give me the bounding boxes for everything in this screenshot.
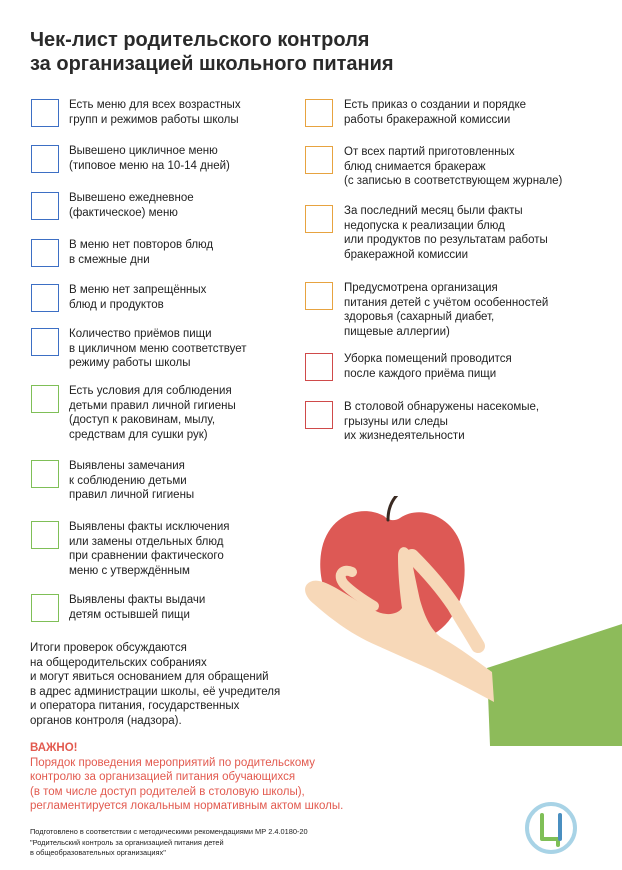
checklist-item-line: здоровья (сахарный диабет, bbox=[344, 311, 495, 323]
checklist-item-line: грызуны или следы bbox=[344, 415, 448, 428]
checklist-item-line: детьми правил личной гигиены bbox=[69, 399, 236, 412]
important-heading: ВАЖНО! bbox=[30, 742, 78, 754]
checklist-item-line: средствам для сушки рук) bbox=[69, 428, 208, 441]
footnote-line: в общеобразовательных организациях" bbox=[30, 848, 166, 857]
checklist-item-line: (фактическое) меню bbox=[69, 206, 178, 219]
checklist-item-text bbox=[69, 459, 289, 503]
checklist-item-line: питания детей с учётом особенностей bbox=[344, 296, 549, 309]
checklist-item-line: режиму работы школы bbox=[69, 357, 191, 369]
checkbox[interactable] bbox=[31, 385, 59, 413]
important-line: Порядок проведения мероприятий по родительскому bbox=[30, 756, 316, 769]
checklist-item-line: В меню нет запрещённых bbox=[69, 284, 207, 296]
checklist-item-line: в смежные дни bbox=[69, 253, 150, 266]
checklist-item-text bbox=[69, 384, 289, 442]
checklist-item-line: при сравнении фактического bbox=[69, 550, 224, 562]
checklist-item-text bbox=[69, 520, 289, 578]
important-line: (в том числе доступ родителей в столовую школы), bbox=[30, 785, 305, 798]
hand-holding-apple-illustration bbox=[292, 496, 622, 746]
checklist-item-line: Выявлены факты исключения bbox=[69, 521, 230, 533]
checklist-item-line: (типовое меню на 10-14 дней) bbox=[69, 159, 230, 172]
checklist-item-text bbox=[69, 283, 289, 312]
checkbox[interactable] bbox=[31, 328, 59, 356]
checklist-item-line: блюд снимается бракераж bbox=[344, 160, 486, 173]
checklist-item-line: или продуктов по результатам работы bbox=[344, 234, 548, 246]
checklist-item-line: недопуска к реализации блюд bbox=[344, 219, 505, 232]
checklist-item-line: В столовой обнаружены насекомые, bbox=[344, 401, 540, 413]
checklist-item-line: Есть условия для соблюдения bbox=[69, 385, 232, 397]
checklist-item-line: (доступ к раковинам, мылу, bbox=[69, 414, 216, 426]
organization-logo-icon bbox=[524, 801, 578, 855]
checklist-item-text bbox=[69, 144, 289, 173]
checklist-item-line: бракеражной комиссии bbox=[344, 248, 469, 261]
checklist-item-line: пищевые аллергии) bbox=[344, 325, 450, 338]
checkbox[interactable] bbox=[31, 594, 59, 622]
checkbox[interactable] bbox=[305, 401, 333, 429]
checklist-item-line: Количество приёмов пищи bbox=[69, 328, 212, 340]
checklist-item-text bbox=[344, 98, 614, 127]
checkbox[interactable] bbox=[305, 205, 333, 233]
summary-line: и могут явиться основанием для обращений bbox=[30, 671, 269, 683]
footnote-line: Подготовлено в соответствии с методическими рекомендациями МР 2.4.0180-20 bbox=[30, 827, 308, 836]
checkbox[interactable] bbox=[305, 99, 333, 127]
checklist-item-line: к соблюдению детьми bbox=[69, 474, 187, 487]
checklist-item-text bbox=[344, 352, 614, 381]
checklist-item-line: блюд и продуктов bbox=[69, 298, 164, 311]
checklist-item-text bbox=[344, 400, 614, 444]
checklist-item-line: работы бракеражной комиссии bbox=[344, 113, 511, 126]
checkbox[interactable] bbox=[31, 145, 59, 173]
checklist-item-line: или замены отдельных блюд bbox=[69, 535, 224, 548]
checkbox[interactable] bbox=[31, 99, 59, 127]
checkbox[interactable] bbox=[305, 282, 333, 310]
checkbox[interactable] bbox=[31, 460, 59, 488]
checklist-item-text bbox=[344, 145, 614, 189]
summary-line: органов контроля (надзора). bbox=[30, 714, 182, 727]
checklist-item-line: их жизнедеятельности bbox=[344, 430, 465, 442]
title-line-1: Чек-лист родительского контроля bbox=[30, 29, 370, 51]
summary-line: и оператора питания, государственных bbox=[30, 700, 240, 712]
checklist-item-line: после каждого приёма пищи bbox=[344, 367, 497, 380]
footnote bbox=[30, 827, 450, 859]
checkbox[interactable] bbox=[305, 353, 333, 381]
checklist-item-line: Есть приказ о создании и порядке bbox=[344, 99, 527, 111]
checklist-item-text bbox=[69, 191, 289, 220]
checklist-item-line: правил личной гигиены bbox=[69, 489, 195, 501]
checklist-item-line: (с записью в соответствующем журнале) bbox=[344, 175, 563, 187]
checklist-item-text bbox=[344, 281, 614, 339]
footnote-line: "Родительский контроль за организацией питания детей bbox=[30, 837, 224, 847]
checklist-item-line: За последний месяц были факты bbox=[344, 205, 523, 217]
checkbox[interactable] bbox=[31, 192, 59, 220]
checklist-item-text bbox=[69, 238, 289, 267]
summary-line: Итоги проверок обсуждаются bbox=[30, 642, 187, 654]
checkbox[interactable] bbox=[31, 521, 59, 549]
checklist-item-line: Выявлены факты выдачи bbox=[69, 594, 206, 606]
checklist-item-line: в цикличном меню соответствует bbox=[69, 342, 247, 355]
important-line: регламентируется локальным нормативным актом школы. bbox=[30, 800, 344, 812]
checklist-item-text bbox=[69, 98, 289, 127]
summary-line: на общеродительских собраниях bbox=[30, 656, 207, 669]
checklist-item-line: Уборка помещений проводится bbox=[344, 353, 512, 365]
checkbox[interactable] bbox=[31, 239, 59, 267]
page-title bbox=[30, 28, 550, 76]
summary-line: в адрес администрации школы, её учредителя bbox=[30, 685, 281, 698]
title-line-2: за организацией школьного питания bbox=[30, 53, 394, 75]
checklist-item-line: Предусмотрена организация bbox=[344, 282, 498, 294]
checklist-item-line: Выявлены замечания bbox=[69, 460, 185, 472]
checklist-item-line: Вывешено ежедневное bbox=[69, 192, 194, 204]
checklist-item-text bbox=[69, 327, 289, 371]
checklist-item-line: Есть меню для всех возрастных bbox=[69, 99, 241, 111]
checklist-item-line: групп и режимов работы школы bbox=[69, 113, 239, 126]
checklist-item-line: меню с утверждённым bbox=[69, 564, 190, 577]
checklist-item-line: Вывешено цикличное меню bbox=[69, 145, 218, 157]
important-line: контролю за организацией питания обучающихся bbox=[30, 771, 296, 783]
checklist-item-line: От всех партий приготовленных bbox=[344, 146, 515, 158]
checklist-item-text bbox=[69, 593, 289, 622]
checklist-item-text bbox=[344, 204, 614, 262]
checkbox[interactable] bbox=[305, 146, 333, 174]
sleeve-shape bbox=[487, 624, 622, 746]
checklist-item-line: В меню нет повторов блюд bbox=[69, 239, 214, 251]
checklist-item-line: детям остывшей пищи bbox=[69, 608, 190, 621]
checkbox[interactable] bbox=[31, 284, 59, 312]
important-notice bbox=[30, 741, 410, 814]
